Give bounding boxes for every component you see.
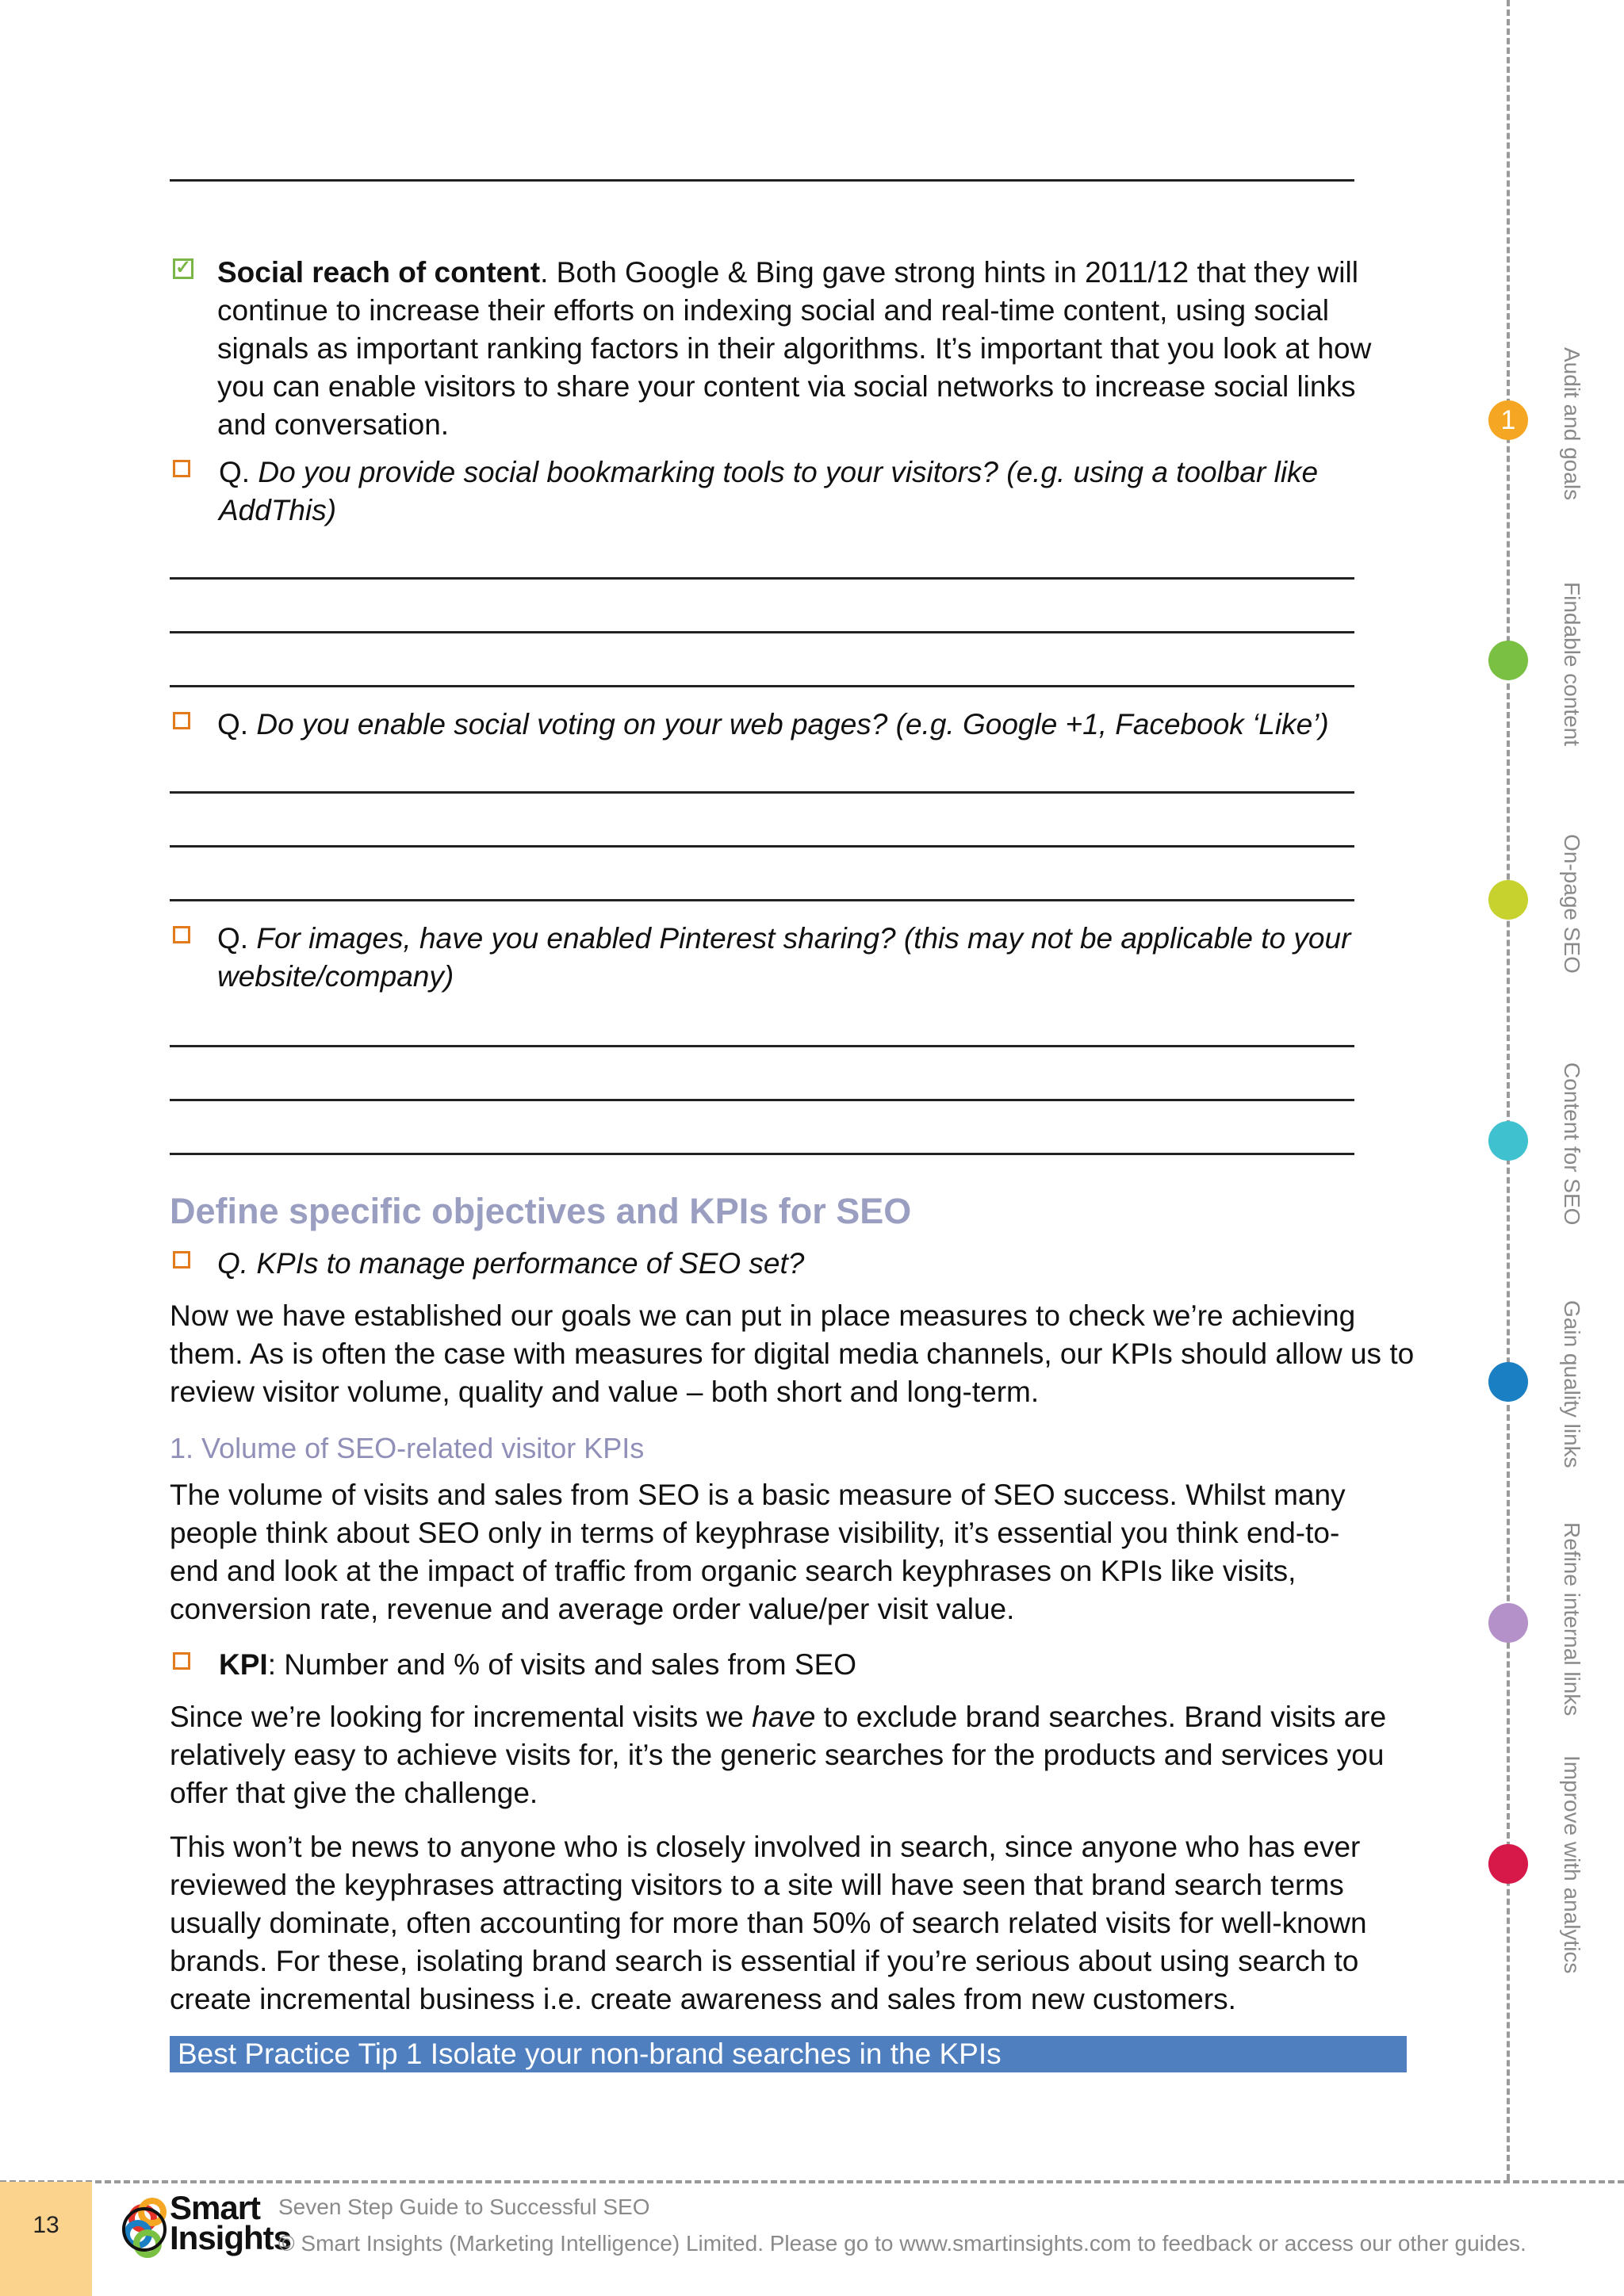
subheading-volume: 1. Volume of SEO-related visitor KPIs [170, 1432, 645, 1464]
nav-label-findable[interactable]: Findable content [1560, 582, 1584, 747]
checked-box-icon: ✓ [173, 258, 193, 279]
question-prefix: Q. [217, 922, 257, 955]
nav-label-links[interactable]: Gain quality links [1560, 1300, 1584, 1468]
step-dot-content[interactable] [1488, 1121, 1528, 1161]
answer-line [170, 1153, 1354, 1155]
checkbox-icon[interactable] [173, 926, 190, 943]
checkbox-icon[interactable] [173, 1652, 190, 1670]
question-text: Q. KPIs to manage performance of SEO set? [217, 1247, 805, 1280]
brand-text-a: Since we’re looking for incremental visits we [170, 1701, 753, 1733]
question-bookmarking [170, 453, 1407, 530]
footer-copyright: © Smart Insights (Marketing Intelligence) Limited. Please go to www.smartinsights.com to feedback or access our other guides. [278, 2231, 1526, 2256]
checkbox-icon[interactable] [173, 712, 190, 729]
question-text: Do you provide social bookmarking tools to your visitors? (e.g. using a toolbar like AddThis) [219, 456, 1319, 526]
answer-line [170, 1045, 1354, 1047]
kpi-item [170, 1646, 1407, 1684]
answer-line [170, 791, 1354, 794]
best-practice-tip: Best Practice Tip 1 Isolate your non-brand searches in the KPIs [170, 2036, 1407, 2072]
answer-line [170, 577, 1354, 580]
nav-label-analytics[interactable]: Improve with analytics [1560, 1755, 1584, 1974]
step-dot-internal[interactable] [1488, 1603, 1528, 1643]
nav-label-content[interactable]: Content for SEO [1560, 1062, 1584, 1226]
logo-wordmark [170, 2189, 292, 2256]
kpi-label: KPI [219, 1648, 268, 1681]
nav-label-onpage[interactable]: On-page SEO [1560, 834, 1584, 974]
step-dot-findable[interactable] [1488, 641, 1528, 680]
question-pinterest [170, 920, 1407, 996]
answer-line [170, 845, 1354, 848]
brand-text-b: to exclude brand searches. Brand visits are relatively easy to achieve visits for, it’s the generic searches for the products and services you offer that give the challenge. [170, 1701, 1387, 1809]
step-dot-onpage[interactable] [1488, 880, 1528, 920]
brand-paragraph [170, 1698, 1423, 1812]
intro-paragraph: Now we have established our goals we can put in place measures to check we’re achieving them. As is often the case with measures for digital media channels, our KPIs should allow us to review visitor volume, quality and value – both short and long-term. [170, 1299, 1415, 1408]
nav-label-internal[interactable]: Refine internal links [1560, 1522, 1584, 1716]
answer-line [170, 179, 1354, 182]
volume-paragraph: The volume of visits and sales from SEO is a basic measure of SEO success. Whilst many people think about SEO only in terms of keyphrase visibility, it’s essential you think end-to-end and look at the impact of traffic from organic search keyphrases on KPIs like visits, conversion rate, revenue and average order value/per visit value. [170, 1479, 1346, 1625]
answer-line [170, 1099, 1354, 1101]
footer-guide-title: Seven Step Guide to Successful SEO [278, 2195, 650, 2219]
checkbox-icon[interactable] [173, 1251, 190, 1269]
social-reach-title: Social reach of content [217, 256, 541, 289]
page-number-box [0, 2182, 92, 2296]
page-number: 13 [33, 2212, 59, 2238]
question-text: Do you enable social voting on your web pages? (e.g. Google +1, Facebook ‘Like’) [256, 708, 1329, 740]
question-text: For images, have you enabled Pinterest sharing? (this may not be applicable to your website/company) [217, 922, 1351, 993]
question-prefix: Q. [219, 456, 259, 488]
section-heading: Define specific objectives and KPIs for SEO [170, 1191, 912, 1231]
step-dot-audit[interactable] [1488, 400, 1528, 440]
checkbox-icon[interactable] [173, 460, 190, 477]
question-prefix: Q. [217, 708, 257, 740]
kpi-text: : Number and % of visits and sales from SEO [267, 1648, 857, 1681]
logo-line-2: Insights [170, 2219, 292, 2256]
search-paragraph: This won’t be news to anyone who is closely involved in search, since anyone who has ever reviewed the keyphrases attracting visitors to a site will have seen that brand search terms usually dominate, often accounting for more than 50% of search related visits for well-known brands. For these, isolating brand search is essential if you’re serious about using search to create incremental business i.e. create awareness and sales from new customers. [170, 1831, 1367, 2015]
social-reach-text: . Both Google & Bing gave strong hints in 2011/12 that they will continue to increase their efforts on indexing social and real-time content, using social signals as important ranking factors in their algorithms. It’s important that you look at how you can enable visitors to share your content via social networks to increase social links and conversation. [217, 256, 1372, 441]
answer-line [170, 685, 1354, 687]
step-number: 1 [1500, 405, 1516, 435]
answer-line [170, 899, 1354, 901]
question-social-voting [170, 706, 1407, 744]
footer-divider [0, 2180, 1624, 2183]
question-kpis [170, 1245, 1407, 1283]
step-dot-analytics[interactable] [1488, 1844, 1528, 1884]
social-reach-item [170, 254, 1407, 444]
nav-label-audit[interactable]: Audit and goals [1560, 347, 1584, 501]
brand-text-emphasis: have [752, 1701, 816, 1733]
answer-line [170, 631, 1354, 633]
step-dot-links[interactable] [1488, 1362, 1528, 1402]
logo-line-1: Smart [170, 2189, 261, 2226]
